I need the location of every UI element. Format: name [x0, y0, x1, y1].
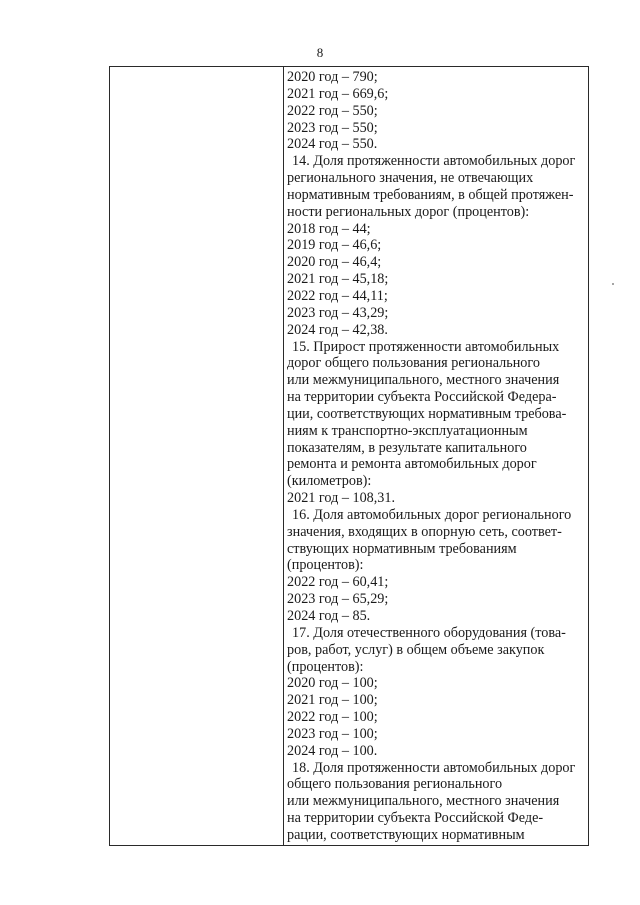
text-line: (процентов): [287, 658, 364, 675]
text-line: 2023 год – 550; [287, 119, 378, 136]
text-line: 2023 год – 100; [287, 725, 378, 742]
right-column-cell [287, 69, 587, 844]
text-line: 2022 год – 44,11; [287, 287, 388, 304]
text-line: 2022 год – 550; [287, 102, 378, 119]
text-line: 2020 год – 46,4; [287, 254, 382, 271]
text-line: показателям, в результате капитального [287, 439, 527, 456]
text-line: ствующих нормативным требованиям [287, 540, 517, 557]
text-line: общего пользования регионального [287, 776, 503, 793]
text-line: 2024 год – 550. [287, 136, 378, 153]
text-line: 2022 год – 100; [287, 709, 378, 726]
text-line: или межмуниципального, местного значения [287, 793, 560, 810]
column-divider [283, 67, 284, 845]
text-line: 2023 год – 65,29; [287, 591, 389, 608]
text-line: или межмуниципального, местного значения [287, 372, 560, 389]
text-line: 2019 год – 46,6; [287, 237, 382, 254]
text-line: 2020 год – 100; [287, 675, 378, 692]
text-line: 15. Прирост протяженности автомобильных [292, 338, 560, 355]
text-line: 2022 год – 60,41; [287, 574, 389, 591]
text-line: 2018 год – 44; [287, 220, 371, 237]
text-line: значения, входящих в опорную сеть, соответ- [287, 523, 562, 540]
text-line: 2021 год – 669,6; [287, 85, 389, 102]
text-line: 2021 год – 45,18; [287, 271, 389, 288]
scan-speck [612, 283, 614, 285]
text-line: 14. Доля протяженности автомобильных дорог [292, 153, 576, 170]
text-line: 2024 год – 85. [287, 608, 371, 624]
text-line: (процентов): [287, 557, 364, 574]
text-line: 2021 год – 108,31. [287, 490, 396, 507]
text-line: рации, соответствующих нормативным [287, 826, 525, 843]
table-frame [109, 66, 589, 846]
text-line: на территории субъекта Российской Федера- [287, 389, 557, 406]
text-line: ров, работ, услуг) в общем объеме закупок [287, 641, 545, 658]
text-line: дорог общего пользования регионального [287, 355, 540, 372]
text-line: 18. Доля протяженности автомобильных дорог [292, 759, 576, 776]
text-line: 2023 год – 43,29; [287, 304, 389, 321]
text-line: регионального значения, не отвечающих [287, 170, 534, 187]
text-line: 2024 год – 100. [287, 742, 378, 759]
text-line: нормативным требованиям, в общей протяжен- [287, 186, 574, 203]
left-column-cell [110, 67, 283, 845]
page-number: 8 [316, 45, 324, 60]
text-line: ремонта и ремонта автомобильных дорог [287, 456, 537, 473]
text-line: ниям к транспортно-эксплуатационным [287, 422, 528, 439]
text-line: на территории субъекта Российской Феде- [287, 810, 544, 827]
text-line: 16. Доля автомобильных дорог регионального [292, 506, 572, 523]
text-line: ности региональных дорог (процентов): [287, 203, 530, 220]
text-line: 17. Доля отечественного оборудования (това- [292, 624, 566, 641]
text-line: 2021 год – 100; [287, 692, 378, 709]
text-line: ции, соответствующих нормативным требова- [287, 405, 567, 422]
text-line: 2024 год – 42,38. [287, 321, 388, 338]
text-line: (километров): [287, 473, 372, 490]
text-line: 2020 год – 790; [287, 69, 378, 85]
